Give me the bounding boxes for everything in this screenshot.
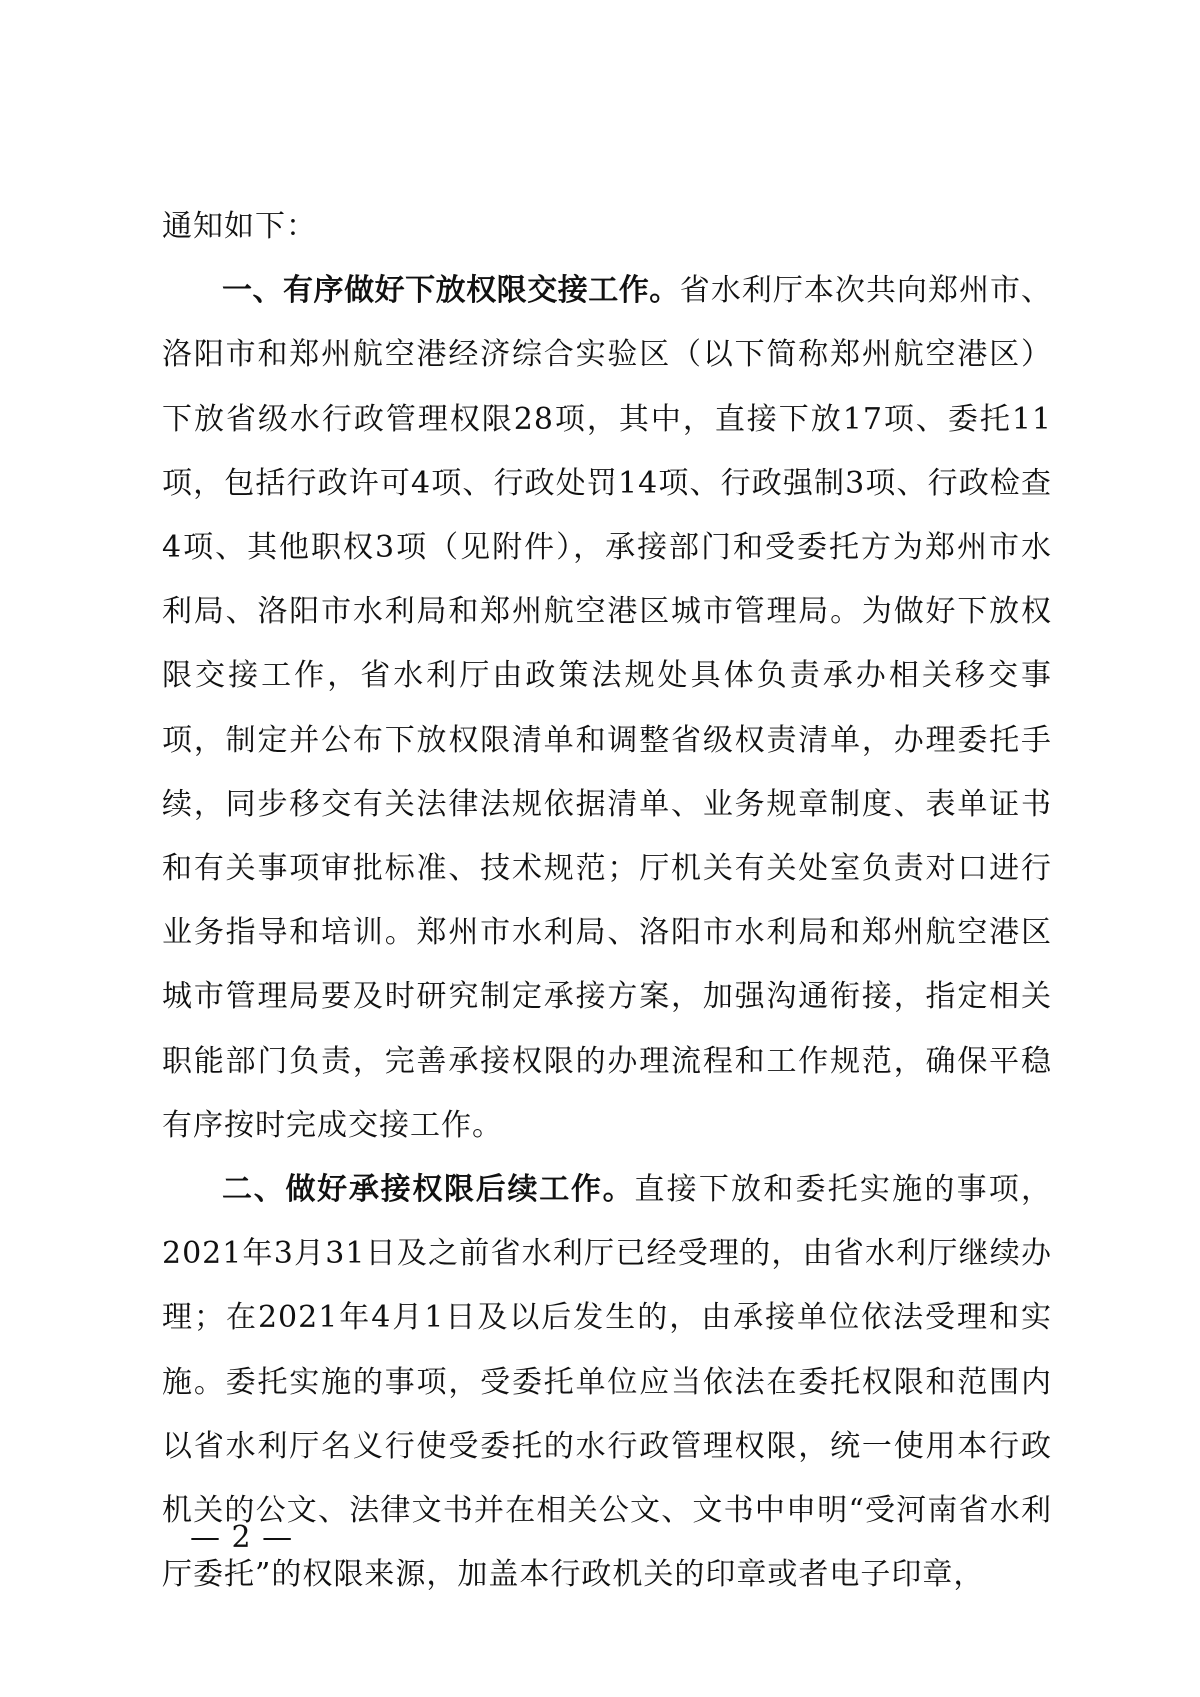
- section-1-heading: 一、有序做好下放权限交接工作。: [222, 273, 680, 309]
- section-1-body: 省水利厅本次共向郑州市、洛阳市和郑州航空港经济综合实验区（以下简称郑州航空港区）下放省级水行政管理权限28项，其中，直接下放17项、委托11项，包括行政许可4项、行政处罚14项、行政强制3项、行政检查4项、其他职权3项（见附件），承接部门和受委托方为郑州市水利局、洛阳市水利局和郑州航空港区城市管理局。为做好下放权限交接工作，省水利厅由政策法规处具体负责承办相关移交事项，制定并公布下放权限清单和调整省级权责清单，办理委托手续，同步移交有关法律法规依据清单、业务规章制度、表单证书和有关事项审批标准、技术规范；厅机关有关处室负责对口进行业务指导和培训。郑州市水利局、洛阳市水利局和郑州航空港区城市管理局要及时研究制定承接方案，加强沟通衔接，指定相关职能部门负责，完善承接权限的办理流程和工作规范，确保平稳有序按时完成交接工作。: [162, 273, 1053, 1143]
- document-body: [162, 195, 1052, 1607]
- section-2-paragraph: [162, 1158, 1052, 1607]
- section-2-heading: 二、做好承接权限后续工作。: [222, 1172, 635, 1208]
- page-number: — 2 —: [190, 1520, 294, 1555]
- section-1-paragraph: [162, 259, 1052, 1158]
- section-2-body: 直接下放和委托实施的事项，2021年3月31日及之前省水利厅已经受理的，由省水利厅继续办理；在2021年4月1日及以后发生的，由承接单位依法受理和实施。委托实施的事项，受委托单位应当依法在委托权限和范围内以省水利厅名义行使受委托的水行政管理权限，统一使用本行政机关的公文、法律文书并在相关公文、文书中申明“受河南省水利厅委托”的权限来源，加盖本行政机关的印章或者电子印章，: [162, 1172, 1053, 1593]
- opening-line: 通知如下：: [162, 209, 317, 244]
